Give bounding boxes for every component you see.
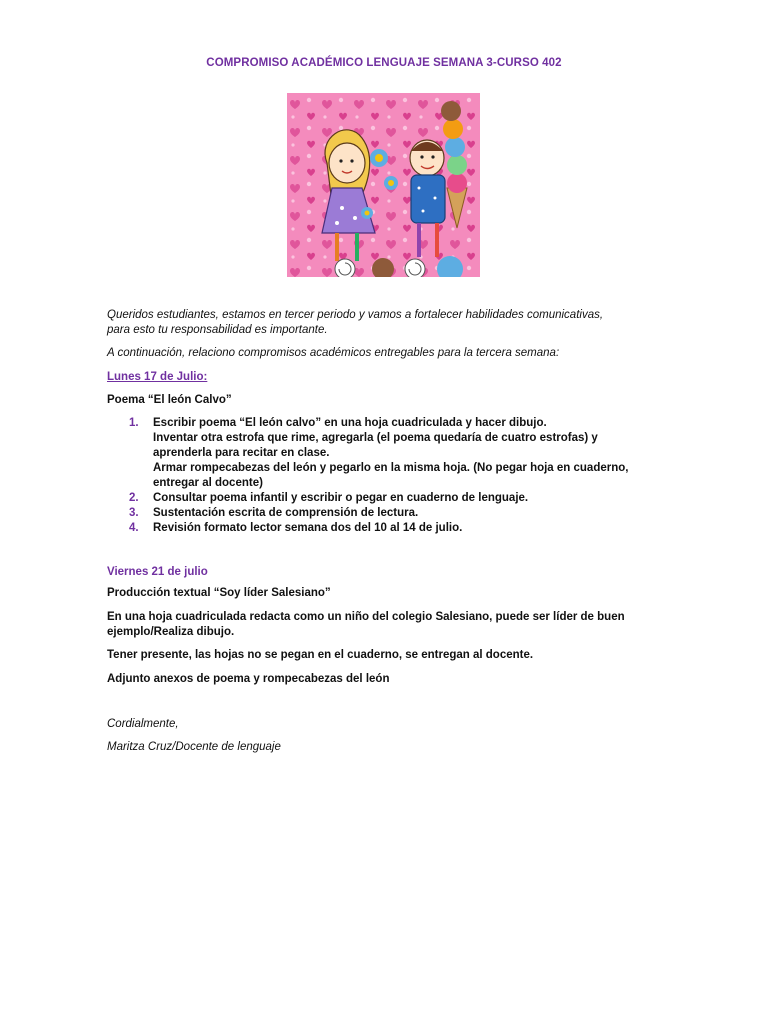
poem-subtitle: Poema “El león Calvo” [107,394,232,406]
paragraph-line: Adjunto anexos de poema y rompecabezas del león [107,673,390,685]
list-item [107,416,667,491]
children-illustration [287,93,480,277]
section-heading-viernes: Viernes 21 de julio [107,566,208,578]
list-number: 2. [129,492,139,504]
production-subtitle: Producción textual “Soy líder Salesiano” [107,587,331,599]
intro-line-1: Queridos estudiantes, estamos en tercer periodo y vamos a fortalecer habilidades comunicativas, [107,309,604,321]
list-item [107,506,667,521]
list-item-line: entregar al docente) [153,477,263,489]
list-item-line: Inventar otra estrofa que rime, agregarla (el poema quedaría de cuatro estrofas) y [153,432,598,444]
intro-line-2: para esto tu responsabilidad es importante. [107,324,328,336]
list-item-line: Armar rompecabezas del león y pegarlo en la misma hoja. (No pegar hoja en cuaderno, [153,462,629,474]
closing-greeting: Cordialmente, [107,718,179,730]
list-item-line: Sustentación escrita de comprensión de lectura. [153,507,419,519]
list-item-line: Escribir poema “El león calvo” en una hoja cuadriculada y hacer dibujo. [153,417,547,429]
paragraph-line: ejemplo/Realiza dibujo. [107,626,235,638]
list-number: 3. [129,507,139,519]
section-heading-lunes: Lunes 17 de Julio: [107,371,208,383]
paragraph-line: Tener presente, las hojas no se pegan en el cuaderno, se entregan al docente. [107,649,534,661]
paragraph-line: En una hoja cuadriculada redacta como un niño del colegio Salesiano, puede ser líder de buen [107,611,625,623]
list-item-line: aprenderla para recitar en clase. [153,447,330,459]
list-item-line: Revisión formato lector semana dos del 10 al 14 de julio. [153,522,463,534]
list-item-line: Consultar poema infantil y escribir o pegar en cuaderno de lenguaje. [153,492,529,504]
list-item [107,491,667,506]
closing-signature: Maritza Cruz/Docente de lenguaje [107,741,281,753]
task-list [107,416,667,536]
list-number: 1. [129,417,139,429]
intro-line-3: A continuación, relaciono compromisos académicos entregables para la tercera semana: [107,347,560,359]
document-title: COMPROMISO ACADÉMICO LENGUAJE SEMANA 3-CURSO 402 [206,57,562,69]
list-item [107,521,667,536]
list-number: 4. [129,522,139,534]
